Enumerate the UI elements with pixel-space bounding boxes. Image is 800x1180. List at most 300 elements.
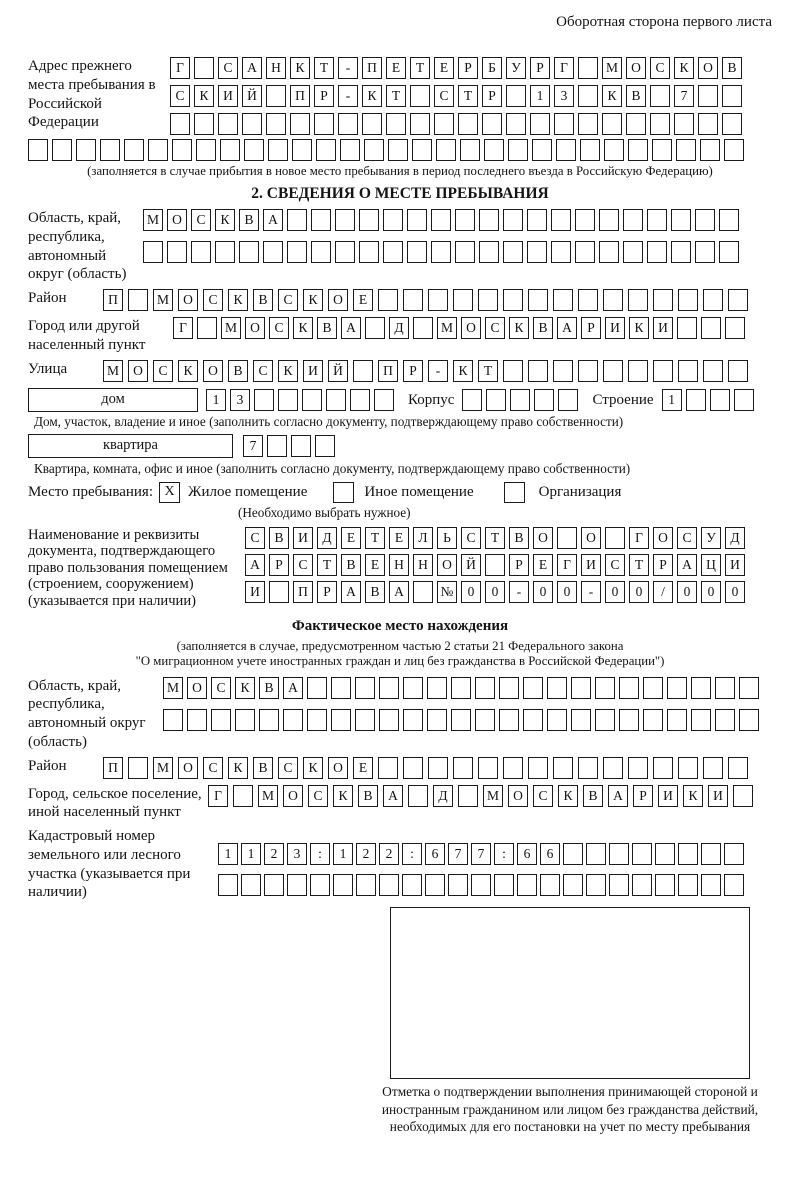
char-cell: 2 [264,843,284,865]
char-cell [628,289,648,311]
char-grid-row [208,785,753,807]
char-cell [678,843,698,865]
region2-label: Область, край, республика, автономный округ (область) [28,677,146,750]
char-cell [412,139,432,161]
char-cell: И [605,317,625,339]
char-cell: 1 [206,389,226,411]
char-cell [364,139,384,161]
char-cell: В [341,554,361,576]
char-cell [724,139,744,161]
char-cell [722,113,742,135]
char-cell: О [626,57,646,79]
char-cell: Е [353,289,373,311]
char-cell [578,360,598,382]
char-cell [462,389,482,411]
street-label: Улица [28,360,68,377]
char-cell [403,289,423,311]
char-cell [278,389,298,411]
char-cell [710,389,730,411]
stroenie-label: Строение [592,391,654,408]
char-cell [307,677,327,699]
char-cell [403,709,423,731]
char-cell [455,241,475,263]
char-cell [434,113,454,135]
char-cell [698,85,718,107]
char-cell [653,360,673,382]
char-cell: Т [458,85,478,107]
char-cell [653,289,673,311]
char-cell [703,360,723,382]
char-grid-row [163,709,759,731]
char-cell: О [508,785,528,807]
char-cell [547,709,567,731]
char-cell: К [674,57,694,79]
char-cell: 2 [379,843,399,865]
char-cell: - [581,581,601,603]
char-cell [365,317,385,339]
char-cell [359,209,379,231]
char-cell [167,241,187,263]
char-cell [359,241,379,263]
char-cell [674,113,694,135]
char-cell [604,139,624,161]
char-cell [503,209,523,231]
char-cell [728,757,748,779]
char-cell: К [278,360,298,382]
char-cell: В [722,57,742,79]
char-cell: 0 [461,581,481,603]
char-cell [407,209,427,231]
char-cell [478,289,498,311]
char-cell: Е [386,57,406,79]
char-cell: К [293,317,313,339]
char-cell: П [103,757,123,779]
char-cell [302,389,322,411]
char-cell: Н [389,554,409,576]
char-cell: Т [365,527,385,549]
char-cell [609,874,629,896]
char-cell: Т [485,527,505,549]
char-cell: Д [317,527,337,549]
char-cell: Т [386,85,406,107]
char-cell: К [178,360,198,382]
city-label: Город или другой населенный пункт [28,318,146,353]
char-cell [595,677,615,699]
char-cell: И [708,785,728,807]
char-cell [626,113,646,135]
korpus-label: Корпус [408,391,455,408]
char-cell: Г [170,57,190,79]
char-cell [599,209,619,231]
char-cell [655,843,675,865]
char-grid-row [170,57,742,79]
char-cell: 1 [241,843,261,865]
char-cell [523,677,543,699]
char-cell [453,289,473,311]
char-cell: О [581,527,601,549]
char-cell [503,757,523,779]
char-cell [333,874,353,896]
char-cell: К [509,317,529,339]
char-cell [563,874,583,896]
actual-location-title: Фактическое место нахождения [291,617,509,634]
stamp-note: Отметка о подтверждении выполнения принимающей стороной и иностранным гражданином или лицом без гражданства действий, необходимых для его постановки на учет по месту пребывания [381,1084,759,1134]
apartment-type-box: квартира [28,434,233,458]
char-cell: А [283,677,303,699]
char-cell: Г [629,527,649,549]
stamp-box [390,907,750,1079]
char-cell: О [461,317,481,339]
char-cell [619,709,639,731]
char-cell [534,389,554,411]
char-cell [719,241,739,263]
char-cell: С [278,757,298,779]
char-cell: Й [461,554,481,576]
char-cell: У [506,57,526,79]
char-cell: П [290,85,310,107]
char-cell [503,360,523,382]
char-cell [678,360,698,382]
char-cell [413,317,433,339]
char-cell: Б [482,57,502,79]
char-cell [703,757,723,779]
char-cell [269,581,289,603]
char-cell [197,317,217,339]
char-cell [503,241,523,263]
char-cell [643,677,663,699]
char-cell: М [437,317,457,339]
char-cell [571,677,591,699]
char-cell [517,874,537,896]
char-cell [603,757,623,779]
char-cell [551,209,571,231]
char-grid-row [462,389,578,411]
char-cell [244,139,264,161]
char-cell [609,843,629,865]
char-cell: С [461,527,481,549]
char-cell [623,241,643,263]
char-cell: М [258,785,278,807]
char-cell [739,709,759,731]
char-cell [287,874,307,896]
char-cell: 6 [425,843,445,865]
char-cell: О [203,360,223,382]
char-grid-row [218,843,744,865]
char-cell [698,113,718,135]
char-cell: К [194,85,214,107]
char-cell [553,289,573,311]
document-grid [245,527,745,603]
char-cell [451,709,471,731]
char-cell [578,289,598,311]
apartment-row [28,434,772,458]
char-cell [264,874,284,896]
char-cell [486,389,506,411]
char-cell: - [338,57,358,79]
char-cell [503,289,523,311]
char-cell: О [167,209,187,231]
prev-address-block [28,57,772,135]
char-cell: Е [434,57,454,79]
char-cell: О [187,677,207,699]
char-cell: С [211,677,231,699]
char-cell [628,139,648,161]
char-cell: С [269,317,289,339]
section-title: 2. СВЕДЕНИЯ О МЕСТЕ ПРЕБЫВАНИЯ [251,185,549,202]
char-cell: С [170,85,190,107]
char-cell: 3 [554,85,574,107]
char-cell [291,435,311,457]
stay-option-org-label: Организация [538,483,622,500]
char-cell [508,139,528,161]
char-cell: Й [242,85,262,107]
char-cell [383,241,403,263]
char-cell: 7 [448,843,468,865]
char-cell [218,874,238,896]
char-cell: К [303,757,323,779]
char-cell: Р [458,57,478,79]
char-cell [715,677,735,699]
char-cell [410,85,430,107]
char-cell: Ь [437,527,457,549]
char-cell [506,85,526,107]
cadastral-block [28,827,772,902]
char-cell: Н [413,554,433,576]
char-cell: М [143,209,163,231]
char-cell: И [725,554,745,576]
char-cell: И [653,317,673,339]
char-cell [655,874,675,896]
char-cell: 6 [517,843,537,865]
char-cell: Д [433,785,453,807]
stay-option-zhiloe-label: Жилое помещение [188,483,308,500]
char-cell [407,241,427,263]
char-cell: С [203,757,223,779]
char-cell: Г [173,317,193,339]
char-cell: С [253,360,273,382]
char-cell: 7 [243,435,263,457]
district-label: Район [28,290,67,306]
char-cell [479,209,499,231]
char-cell: Е [533,554,553,576]
house-type-box: дом [28,388,198,412]
char-cell: Г [554,57,574,79]
char-cell [191,241,211,263]
char-cell [268,139,288,161]
char-cell [540,874,560,896]
char-cell [603,360,623,382]
char-cell [431,241,451,263]
char-cell [728,360,748,382]
char-grid-row [170,113,742,135]
char-cell: И [581,554,601,576]
char-cell [448,874,468,896]
char-cell [701,317,721,339]
char-cell [310,874,330,896]
actual-location-note-1: (заполняется в случае, предусмотренном частью 2 статьи 21 Федерального закона [176,638,624,653]
char-cell [695,241,715,263]
char-cell: 0 [557,581,577,603]
char-cell: Р [509,554,529,576]
char-cell [331,709,351,731]
char-cell: О [437,554,457,576]
char-cell: / [653,581,673,603]
char-cell [667,677,687,699]
char-cell: 7 [674,85,694,107]
checkbox-org [504,482,525,503]
char-cell [575,209,595,231]
char-cell [353,360,373,382]
char-cell: Й [328,360,348,382]
char-cell: С [218,57,238,79]
char-cell [530,113,550,135]
house-note: Дом, участок, владение и иное (заполнить согласно документу, подтверждающему право собственности) [34,413,624,429]
char-cell [652,139,672,161]
char-cell: К [235,677,255,699]
char-cell: Л [413,527,433,549]
char-cell [335,209,355,231]
char-cell [628,360,648,382]
char-grid-row [143,209,739,231]
char-cell [263,241,283,263]
char-cell [378,289,398,311]
char-grid-row [103,289,748,311]
char-cell [340,139,360,161]
char-cell: П [362,57,382,79]
char-cell [235,709,255,731]
char-cell: П [378,360,398,382]
char-cell: О [653,527,673,549]
char-cell: Е [341,527,361,549]
char-cell [292,139,312,161]
char-cell [532,139,552,161]
char-cell [523,709,543,731]
char-cell [460,139,480,161]
char-cell: 0 [677,581,697,603]
char-cell: 1 [530,85,550,107]
stay-note: (Необходимо выбрать нужное) [238,504,411,520]
char-cell: В [317,317,337,339]
char-cell: 0 [485,581,505,603]
char-cell [632,874,652,896]
char-cell [172,139,192,161]
checkbox-zhiloe: X [159,482,180,503]
char-cell [558,389,578,411]
char-cell [290,113,310,135]
char-cell: О [178,757,198,779]
char-cell: А [389,581,409,603]
char-cell: К [228,757,248,779]
house-row [28,388,772,412]
char-cell [547,677,567,699]
char-cell: В [269,527,289,549]
char-cell [374,389,394,411]
char-cell: М [103,360,123,382]
char-cell [599,241,619,263]
char-cell: К [333,785,353,807]
char-cell [499,709,519,731]
char-cell [413,581,433,603]
char-cell [719,209,739,231]
char-cell [425,874,445,896]
apartment-note: Квартира, комната, офис и иное (заполнить согласно документу, подтверждающему право собственности) [34,460,631,476]
char-cell: Р [403,360,423,382]
char-cell [428,289,448,311]
char-cell [551,241,571,263]
char-cell: М [153,289,173,311]
char-cell [678,874,698,896]
char-cell [52,139,72,161]
char-grid-row [103,757,748,779]
char-cell: Н [266,57,286,79]
char-cell: С [308,785,328,807]
street-block [28,360,772,382]
char-grid-row [218,874,744,896]
char-cell: Г [557,554,577,576]
char-cell: С [293,554,313,576]
char-cell: С [245,527,265,549]
char-cell [678,289,698,311]
char-cell [76,139,96,161]
char-cell [595,709,615,731]
char-cell [623,209,643,231]
char-grid-row [245,527,745,549]
char-cell [563,843,583,865]
char-cell [724,843,744,865]
char-cell [725,317,745,339]
char-cell [362,113,382,135]
char-cell: Р [530,57,550,79]
region-grid [143,209,739,263]
checkbox-inoe [333,482,354,503]
char-grid-row [662,389,754,411]
char-cell: О [328,757,348,779]
char-cell [431,209,451,231]
document-label: Наименование и реквизиты документа, подтверждающего право пользования помещением (строением, сооружением) (указывается при наличии) [28,526,228,609]
char-cell [259,709,279,731]
char-cell [734,389,754,411]
char-cell: А [383,785,403,807]
char-cell [187,709,207,731]
document-block [28,527,772,610]
char-cell: К [215,209,235,231]
char-cell: : [310,843,330,865]
char-cell [527,209,547,231]
char-cell [643,709,663,731]
char-cell [355,709,375,731]
char-cell [458,113,478,135]
city2-block [28,785,772,823]
char-grid-row [143,241,739,263]
char-cell [143,241,163,263]
char-cell [528,360,548,382]
char-cell: К [629,317,649,339]
char-cell [554,113,574,135]
region-block [28,209,772,284]
city2-label: Город, сельское поселение, иной населенный пункт [28,785,202,821]
char-cell: - [428,360,448,382]
char-cell [471,874,491,896]
char-cell [728,289,748,311]
char-cell: С [533,785,553,807]
char-cell [619,677,639,699]
char-grid-row-full [28,139,772,161]
char-cell: М [483,785,503,807]
char-cell: Т [314,57,334,79]
char-cell [215,241,235,263]
char-cell [436,139,456,161]
header-note: Оборотная сторона первого листа [556,14,772,30]
